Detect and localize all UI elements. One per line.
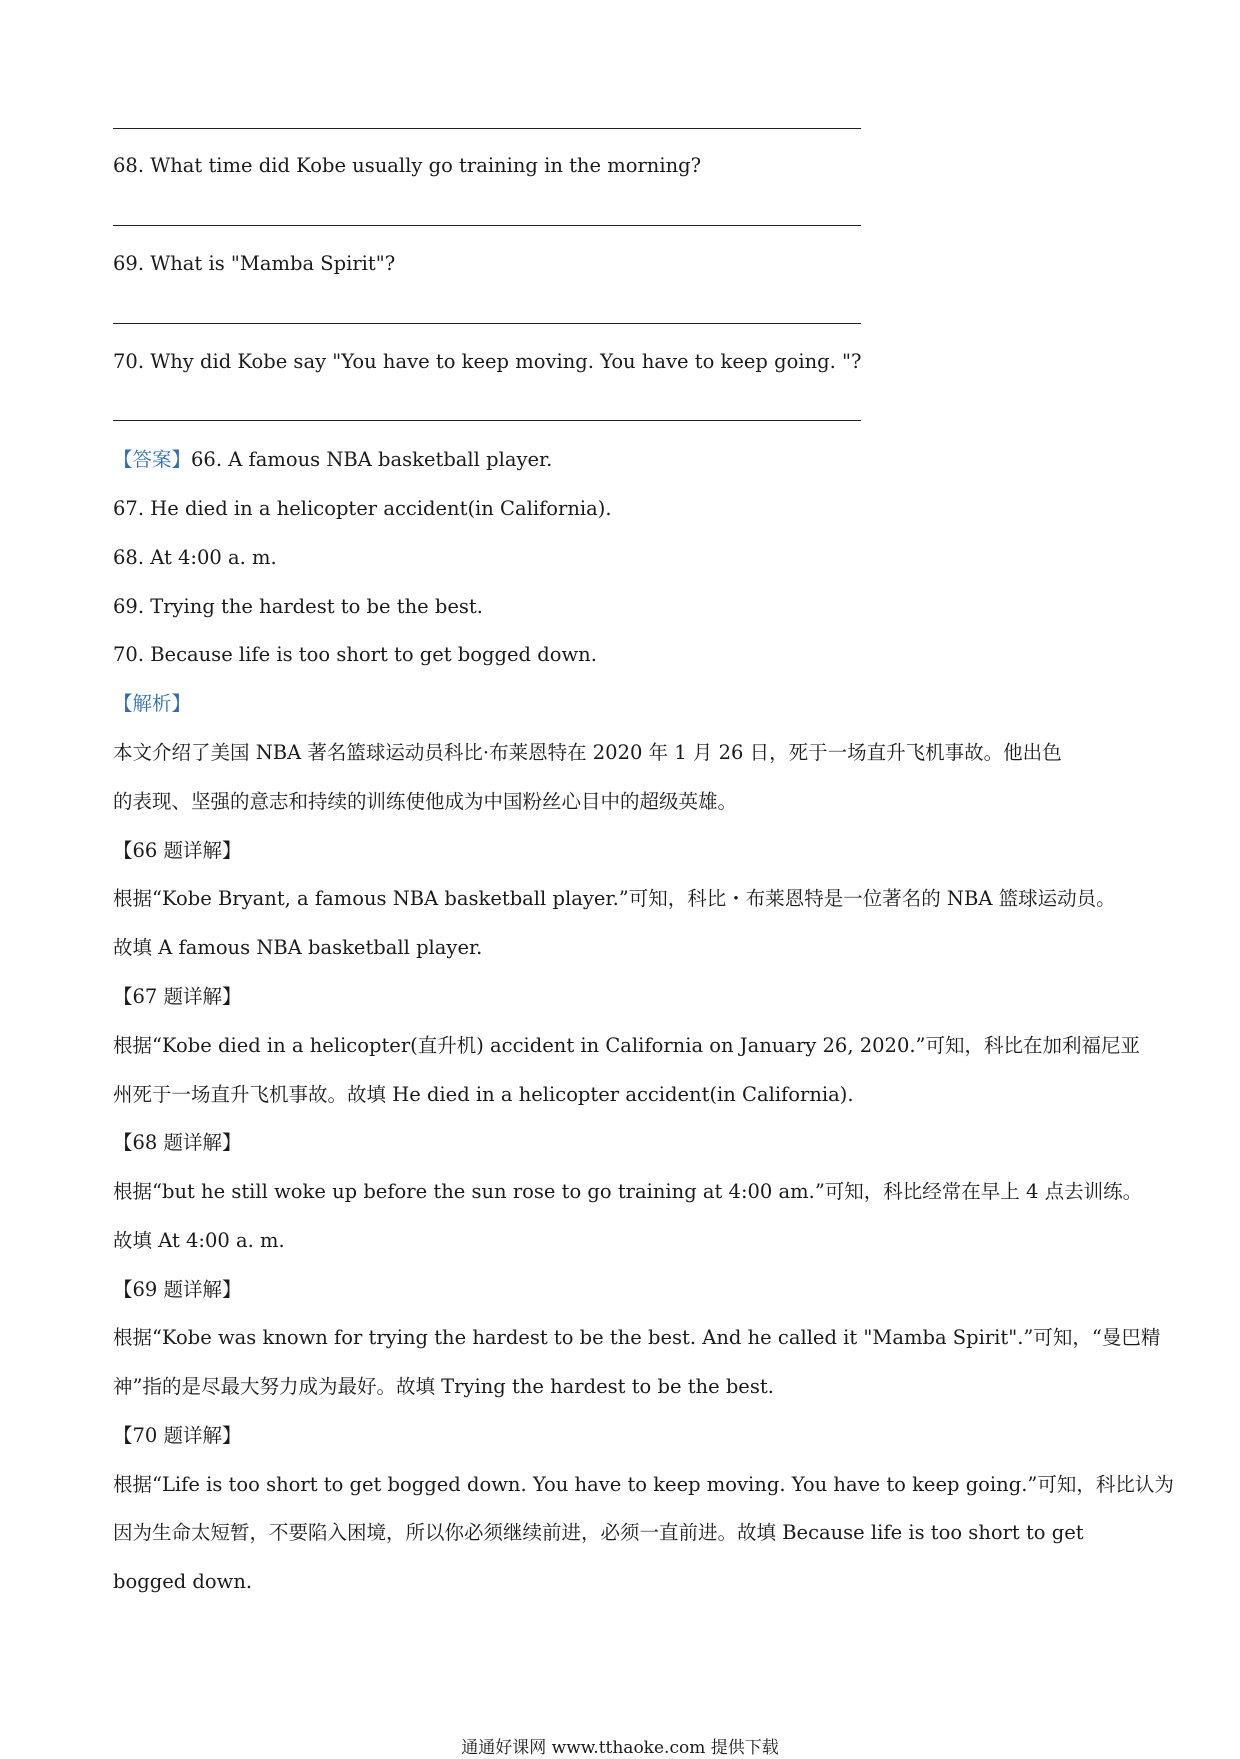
detail-heading-67: 【67 题详解】: [113, 985, 242, 1008]
answer-blank-line: [113, 323, 861, 324]
answer-blank-line: [113, 225, 861, 226]
answer-line-69: 69. Trying the hardest to be the best.: [113, 595, 483, 618]
detail-line: 故填 At 4:00 a. m.: [113, 1229, 285, 1252]
analysis-summary-line: 本文介绍了美国 NBA 著名篮球运动员科比·布莱恩特在 2020 年 1 月 26 日，死于一场直升飞机事故。他出色: [113, 741, 1062, 764]
detail-line: bogged down.: [113, 1570, 253, 1593]
page-footer: 通通好课网 www.tthaoke.com 提供下载: [461, 1738, 779, 1758]
answer-tag: 【答案】: [113, 448, 192, 471]
question-70: 70. Why did Kobe say "You have to keep moving. You have to keep going. "?: [113, 350, 862, 373]
answer-line-67: 67. He died in a helicopter accident(in California).: [113, 497, 612, 520]
detail-line: 因为生命太短暂，不要陷入困境，所以你必须继续前进，必须一直前进。故填 Because life is too short to get: [113, 1521, 1084, 1544]
detail-line: 故填 A famous NBA basketball player.: [113, 936, 483, 959]
answer-line-70: 70. Because life is too short to get bogged down.: [113, 643, 597, 666]
detail-line: 根据“Kobe Bryant, a famous NBA basketball player.”可知，科比・布莱恩特是一位著名的 NBA 篮球运动员。: [113, 887, 1116, 910]
detail-line: 根据“Life is too short to get bogged down. You have to keep moving. You have to keep going.”可知，科比认为: [113, 1473, 1174, 1496]
answer-line-68: 68. At 4:00 a. m.: [113, 546, 277, 569]
answer-blank-line: [113, 128, 861, 129]
analysis-tag: 【解析】: [113, 692, 192, 715]
detail-heading-70: 【70 题详解】: [113, 1424, 242, 1447]
detail-line: 根据“Kobe died in a helicopter(直升机) accident in California on January 26, 2020.”可知，科比在加利福尼亚: [113, 1034, 1141, 1057]
detail-line: 州死于一场直升飞机事故。故填 He died in a helicopter accident(in California).: [113, 1083, 854, 1106]
question-68: 68. What time did Kobe usually go training in the morning?: [113, 154, 702, 177]
analysis-summary-line: 的表现、坚强的意志和持续的训练使他成为中国粉丝心目中的超级英雄。: [113, 790, 738, 813]
answer-blank-line: [113, 420, 861, 421]
detail-heading-68: 【68 题详解】: [113, 1131, 242, 1154]
detail-line: 根据“but he still woke up before the sun rose to go training at 4:00 am.”可知，科比经常在早上 4 点去训练。: [113, 1180, 1143, 1203]
detail-heading-69: 【69 题详解】: [113, 1278, 242, 1301]
question-69: 69. What is "Mamba Spirit"?: [113, 252, 396, 275]
answer-text: 66. A famous NBA basketball player.: [191, 448, 553, 471]
answer-line-66: [113, 447, 1143, 473]
detail-heading-66: 【66 题详解】: [113, 839, 242, 862]
detail-line: 根据“Kobe was known for trying the hardest to be the best. And he called it "Mamba Spirit".”可知，“曼巴精: [113, 1326, 1161, 1349]
detail-line: 神”指的是尽最大努力成为最好。故填 Trying the hardest to be the best.: [113, 1375, 774, 1398]
